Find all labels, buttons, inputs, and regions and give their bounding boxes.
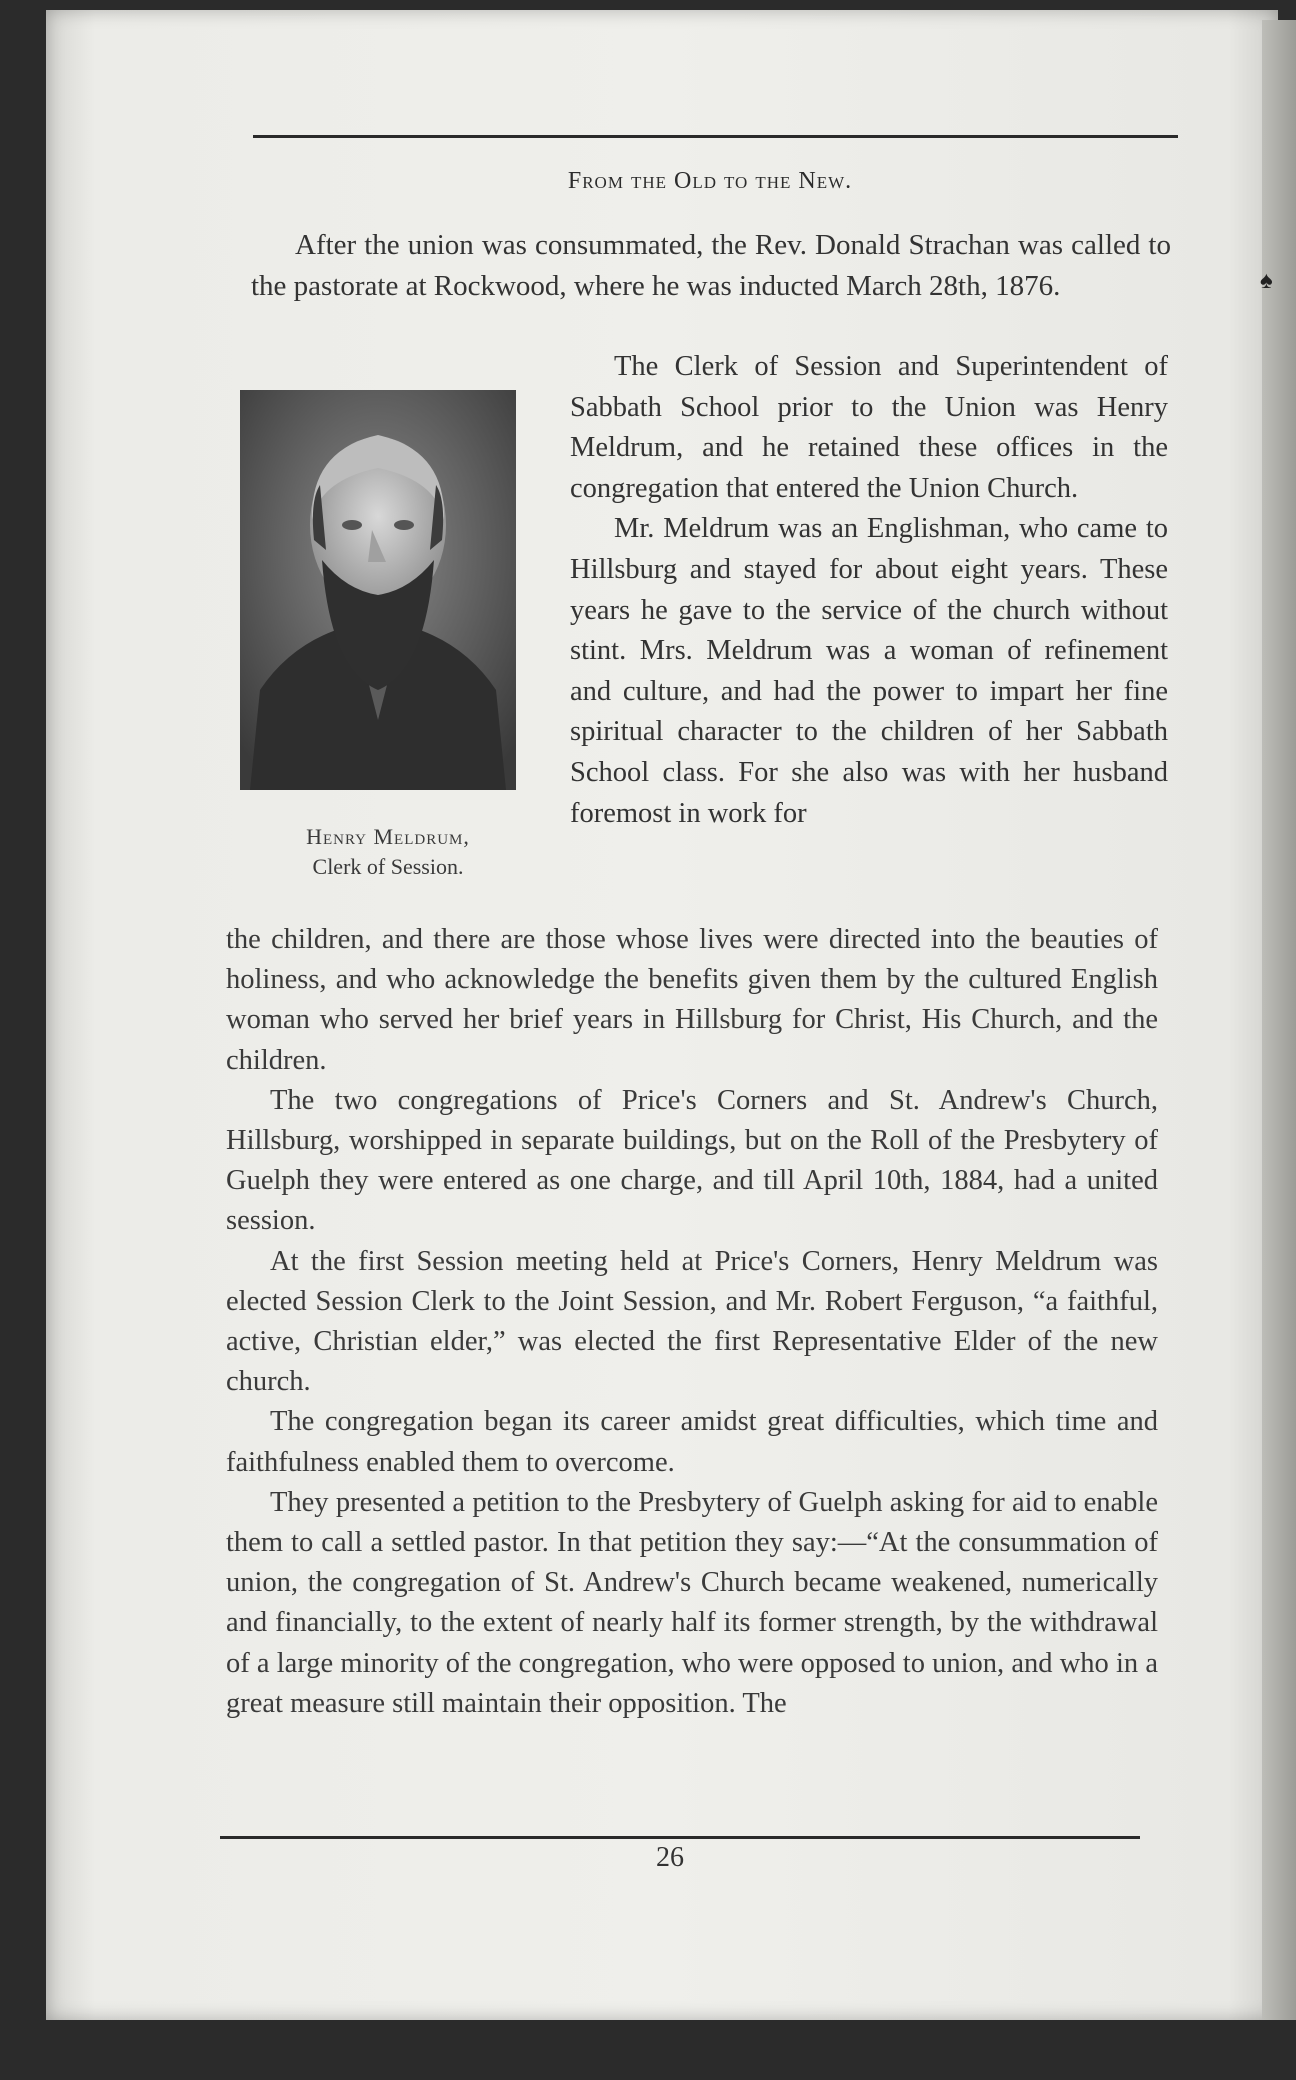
- caption-name: Henry Meldrum,: [306, 824, 470, 849]
- page-number: 26: [656, 1842, 684, 1873]
- portrait-image: [240, 390, 516, 790]
- body-paragraph: The congregation began its career amidst great difficulties, which time and faithfulness enabled them to overcome.: [226, 1406, 1158, 1478]
- body-paragraph: At the first Session meeting held at Price's Corners, Henry Meldrum was elected Session Clerk to the Joint Session, and Mr. Robert Ferguson, “a faithful, active, Christian elder,” was elected the first Representative Elder of the new church.: [226, 1245, 1158, 1398]
- right-paragraph: Mr. Meldrum was an Englishman, who came to Hillsburg and stayed for about eight years. These years he gave to the service of the church without stint. Mrs. Meldrum was a woman of refinement and culture, and had the power to impart her fine spiritual character to the children of her Sabbath School class. For she also was with her husband foremost in work for: [570, 513, 1168, 829]
- top-rule: [253, 135, 1178, 138]
- ink-mark: ♠: [1260, 268, 1273, 294]
- right-paragraph: The Clerk of Session and Superintendent of Sabbath School prior to the Union was Henry Meldrum, and he retained these offices in the congregation that entered the Union Church.: [570, 351, 1168, 504]
- body-paragraph: They presented a petition to the Presbytery of Guelph asking for aid to enable them to call a settled pastor. In that petition they say:—“At the consummation of union, the congregation of St. Andrew's Church became weakened, numerically and financially, to the extent of nearly half its former strength, by the withdrawal of a large minority of the congregation, who were opposed to union, and who in a great measure still maintain their opposition. The: [226, 1486, 1158, 1719]
- right-column: [570, 347, 1168, 834]
- bottom-rule: [220, 1836, 1140, 1839]
- intro-paragraph: [251, 225, 1171, 307]
- portrait-caption: [248, 822, 528, 882]
- caption-role: Clerk of Session.: [312, 854, 464, 879]
- continuation-paragraph: the children, and there are those whose lives were directed into the beauties of holiness, and who acknowledge the benefits given them by the cultured English woman who served her brief years in Hillsburg for Christ, His Church, and the children.: [226, 924, 1158, 1076]
- portrait-photo: [240, 390, 516, 790]
- body-paragraph: The two congregations of Price's Corners and St. Andrew's Church, Hillsburg, worshipped in separate buildings, but on the Roll of the Presbytery of Guelph they were entered as one charge, and till April 10th, 1884, had a united session.: [226, 1084, 1158, 1237]
- page-edge: [1262, 20, 1296, 2020]
- intro-text: After the union was consummated, the Rev. Donald Strachan was called to the pastorate at Rockwood, where he was inducted March 28th, 1876.: [251, 229, 1171, 302]
- page-heading: From the Old to the New.: [567, 168, 853, 194]
- body-text: [226, 920, 1158, 1724]
